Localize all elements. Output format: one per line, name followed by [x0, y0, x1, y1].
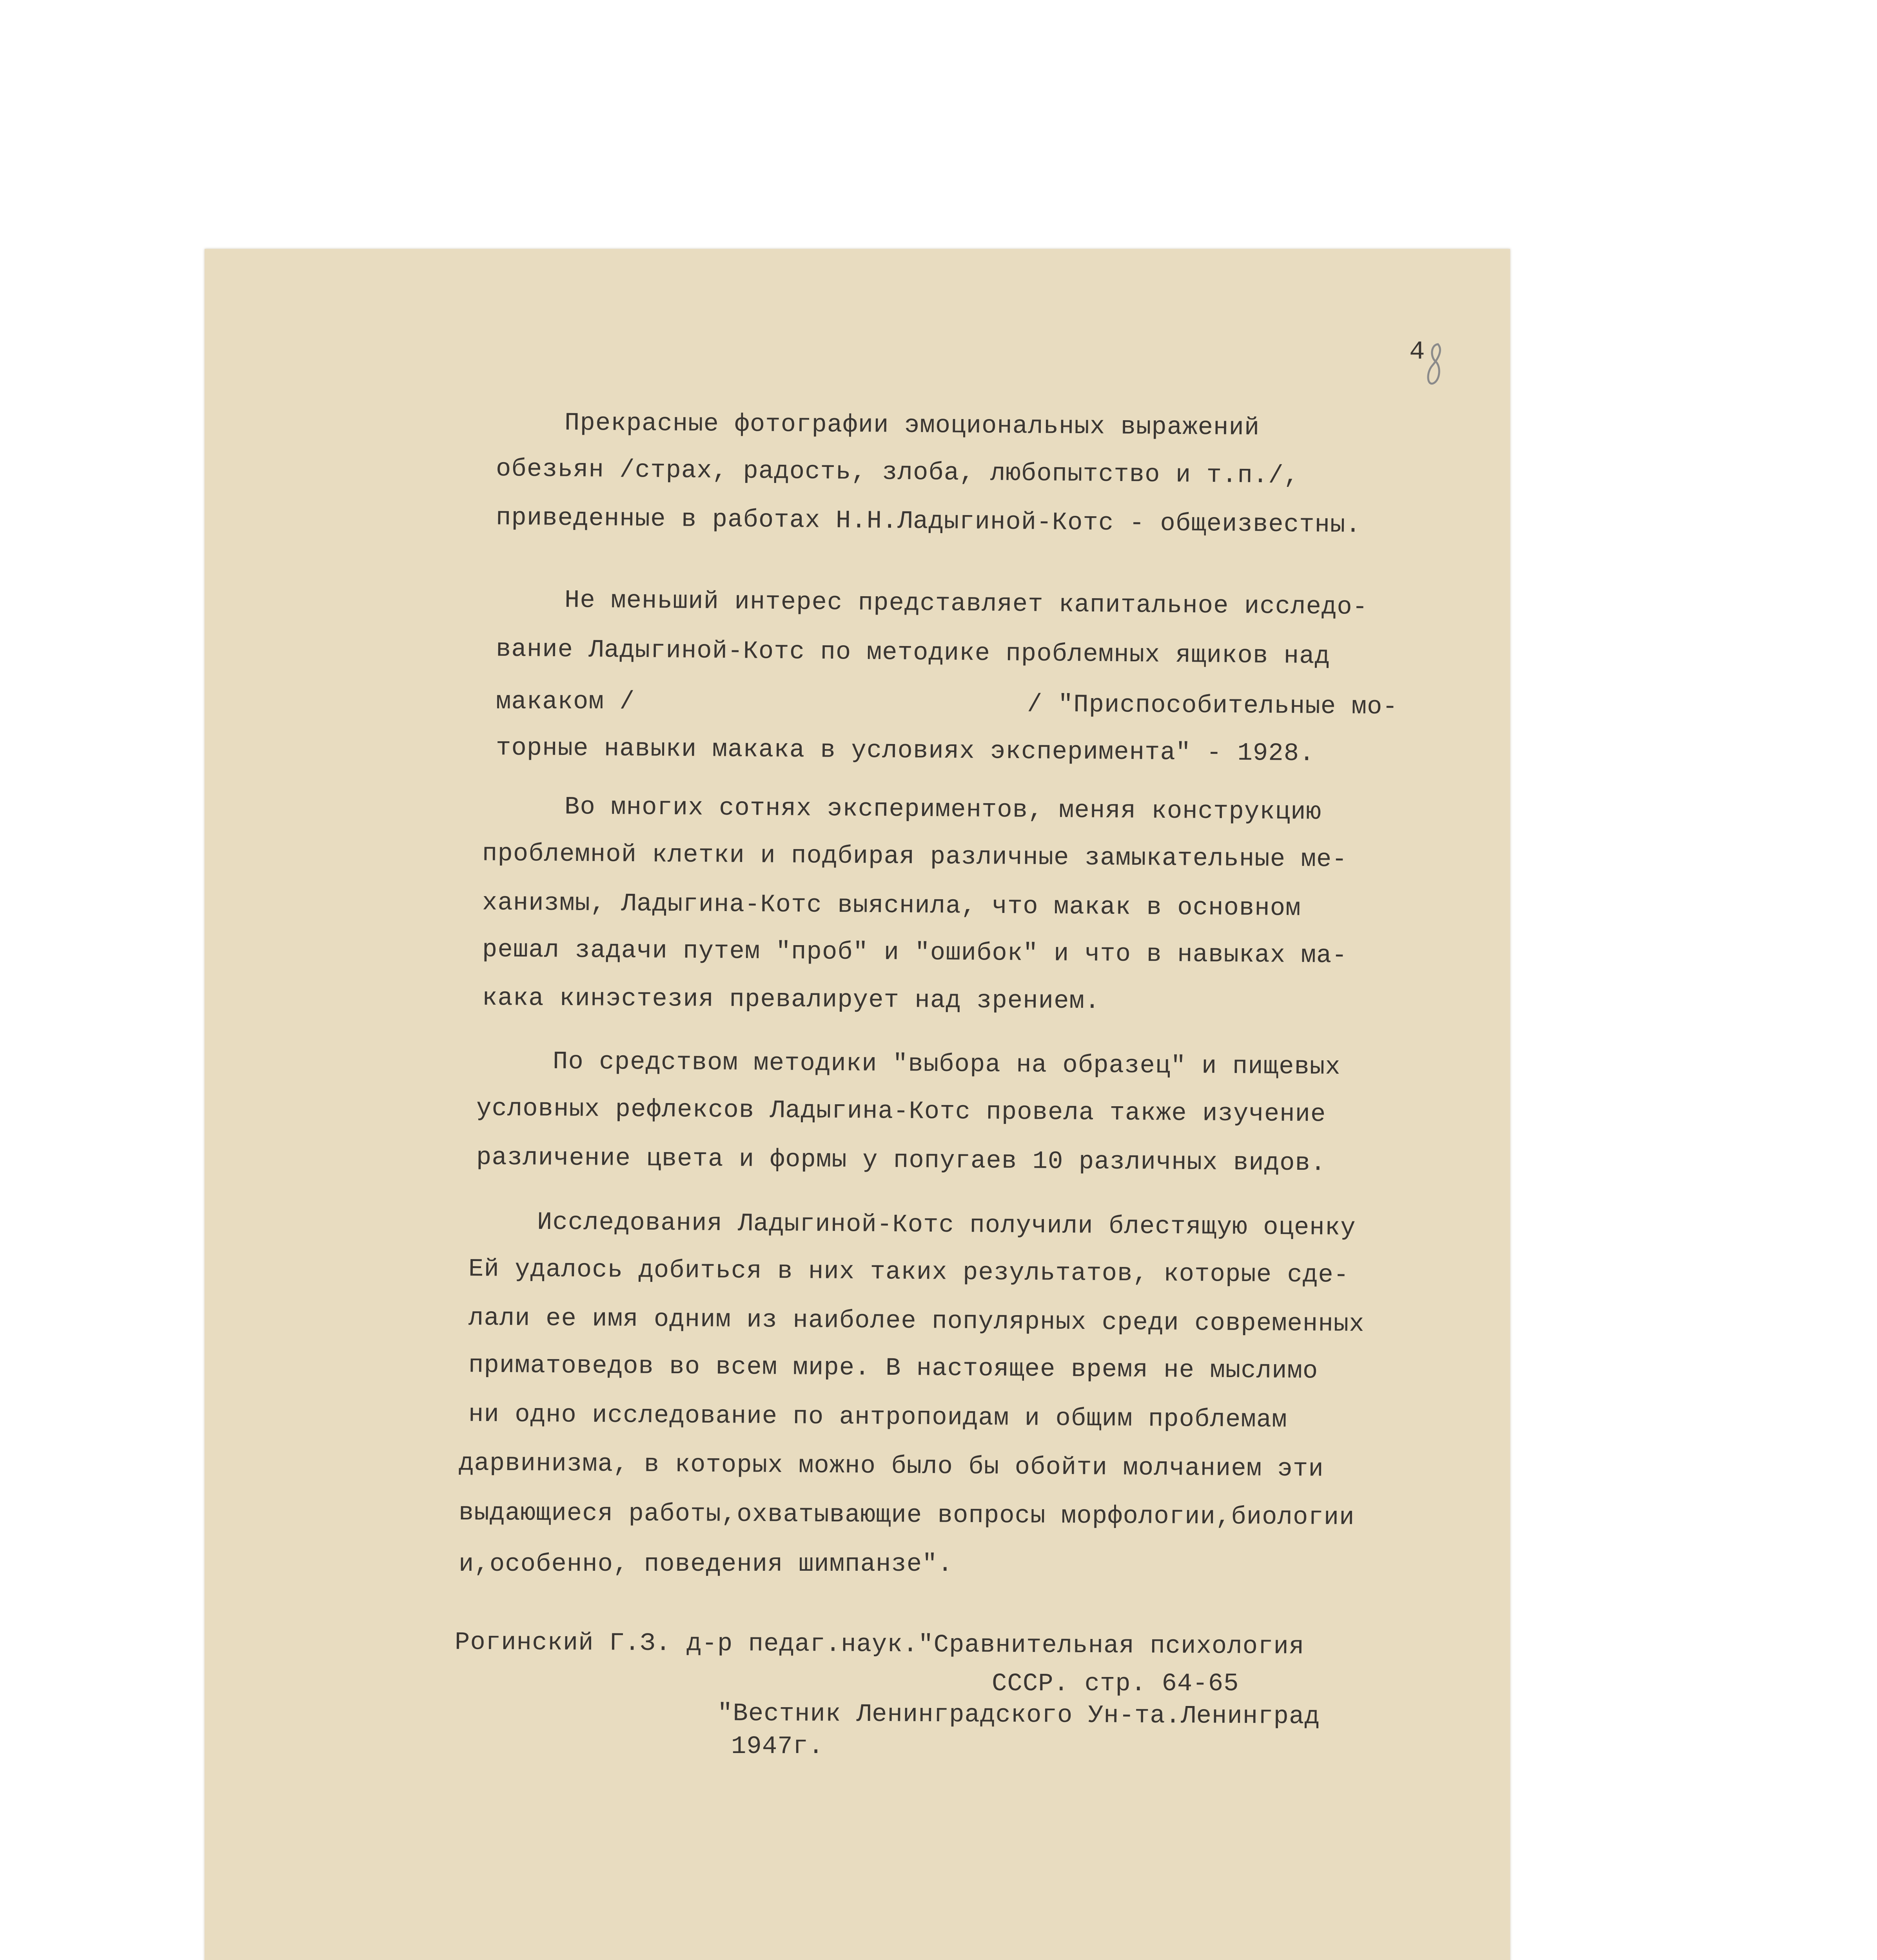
- text-line: ни одно исследование по антропоидам и общим проблемам: [468, 1400, 1287, 1435]
- citation-line: Рогинский Г.З. д-р педаг.наук."Сравнительная психология: [454, 1628, 1305, 1661]
- text-line: приматоведов во всем мире. В настоящее время не мыслимо: [468, 1351, 1318, 1386]
- text-line: лали ее имя одним из наиболее популярных среди современных: [468, 1304, 1365, 1339]
- text-line: Ей удалось добиться в них таких результатов, которые сде-: [468, 1255, 1349, 1290]
- text-line: кака кинэстезия превалирует над зрением.: [482, 984, 1100, 1016]
- text-line: макаком /: [496, 688, 635, 716]
- text-line: Исследования Ладыгиной-Котс получили блестящую оценку: [537, 1208, 1356, 1243]
- text-line: проблемной клетки и подбирая различные замыкательные ме-: [482, 840, 1347, 874]
- text-line: и,особенно, поведения шимпанзе".: [459, 1550, 953, 1579]
- text-line: вание Ладыгиной-Котс по методике проблемных ящиков над: [496, 635, 1331, 671]
- text-line: По средством методики "выбора на образец" и пищевых: [552, 1047, 1341, 1082]
- text-line: условных рефлексов Ладыгина-Котс провела также изучение: [476, 1094, 1326, 1129]
- text-line: ханизмы, Ладыгина-Котс выяснила, что макак в основном: [482, 889, 1301, 923]
- pencil-page-mark: [1423, 341, 1447, 388]
- page-number: 4: [1409, 337, 1425, 367]
- text-line: / "Приспособительные мо-: [1027, 690, 1398, 722]
- text-line: торные навыки макака в условиях эксперимента" - 1928.: [496, 734, 1315, 768]
- citation-line: 1947г.: [731, 1733, 824, 1761]
- text-line: обезьян /страх, радость, злоба, любопытство и т.п./,: [496, 455, 1300, 490]
- citation-line: СССР. стр. 64-65: [992, 1670, 1239, 1698]
- text-line: дарвинизма, в которых можно было бы обойти молчанием эти: [458, 1449, 1324, 1484]
- text-line: Не меньший интерес представляет капитальное исследо-: [564, 586, 1368, 622]
- text-line: различение цвета и формы у попугаев 10 различных видов.: [476, 1143, 1326, 1178]
- text-line: выдающиеся работы,охватывающие вопросы морфологии,биологии: [458, 1499, 1355, 1532]
- text-line: Прекрасные фотографии эмоциональных выражений: [564, 409, 1260, 443]
- text-line: решал задачи путем "проб" и "ошибок" и что в навыках ма-: [482, 936, 1347, 970]
- citation-line: "Вестник Ленинградского Ун-та.Ленинград: [717, 1699, 1320, 1731]
- text-line: приведенные в работах Н.Н.Ладыгиной-Котс - общеизвестны.: [496, 504, 1361, 540]
- text-line: Во многих сотнях экспериментов, меняя конструкцию: [564, 793, 1322, 827]
